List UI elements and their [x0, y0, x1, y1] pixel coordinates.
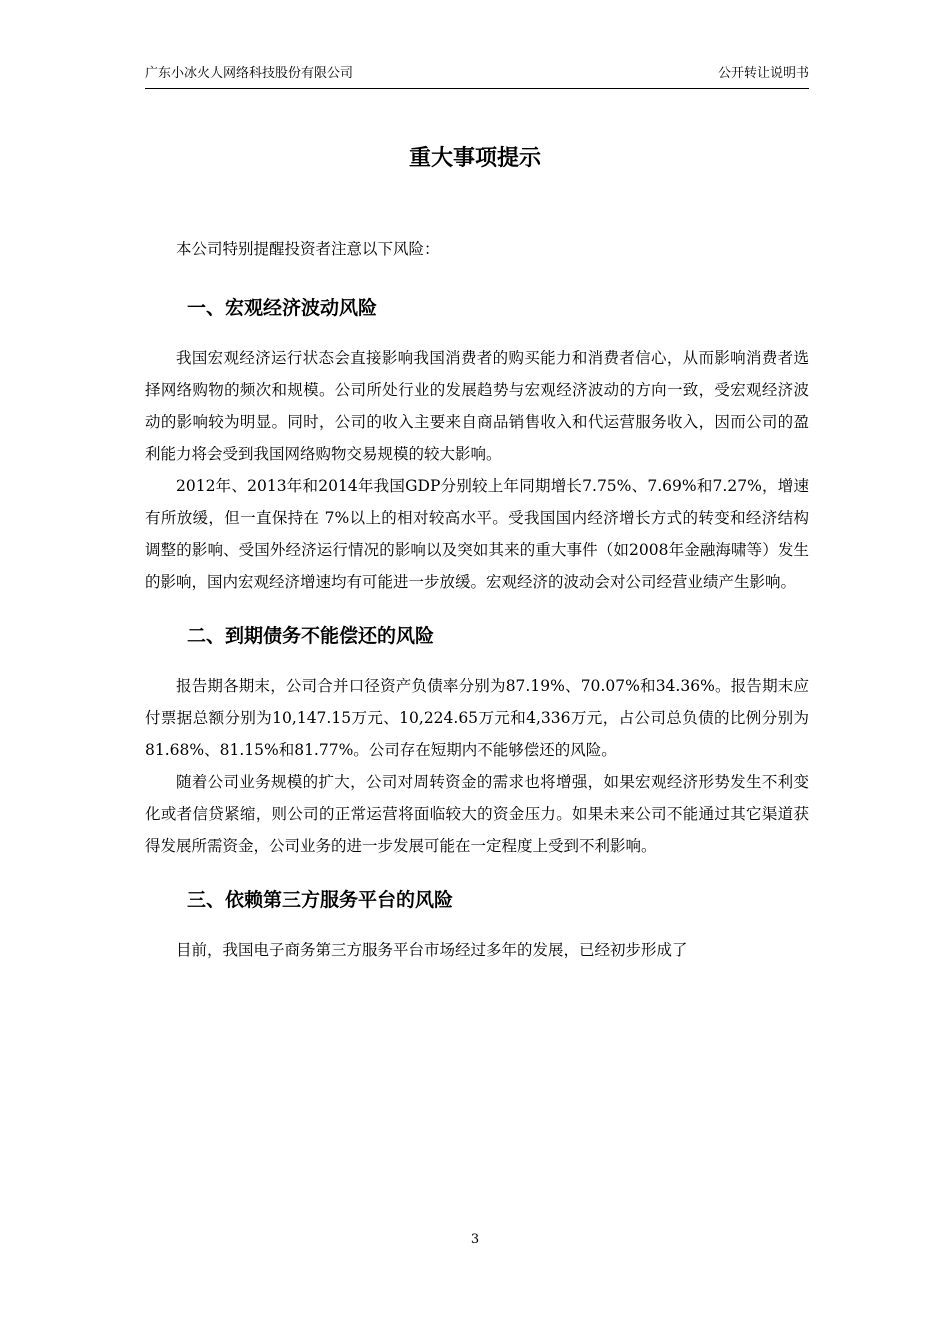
- header-company-name: 广东小冰火人网络科技股份有限公司: [145, 66, 354, 81]
- body-paragraph: 我国宏观经济运行状态会直接影响我国消费者的购买能力和消费者信心，从而影响消费者选择网络购物的频次和规模。公司所处行业的发展趋势与宏观经济波动的方向一致，受宏观经济波动的影响较为明显。同时，公司的收入主要来自商品销售收入和代运营服务收入，因而公司的盈利能力将会受到我国网络购物交易规模的较大影响。: [145, 349, 809, 463]
- body-paragraph: 报告期各期末，公司合并口径资产负债率分别为87.19%、70.07%和34.36%。报告期末应付票据总额分别为10,147.15万元、10,224.65万元和4,336万元，占公司总负债的比例分别为81.68%、81.15%和81.77%。公司存在短期内不能够偿还的风险。: [145, 677, 809, 759]
- body-paragraph: 目前，我国电子商务第三方服务平台市场经过多年的发展，已经初步形成了: [176, 941, 688, 959]
- page-number: 3: [470, 1232, 480, 1247]
- document-body: [145, 233, 809, 966]
- section-macro-risk: [145, 292, 809, 598]
- section-heading: 一、宏观经济波动风险: [187, 297, 378, 319]
- page-header: [145, 66, 809, 89]
- section-heading: 三、依赖第三方服务平台的风险: [187, 889, 454, 911]
- body-paragraph: 随着公司业务规模的扩大，公司对周转资金的需求也将增强，如果宏观经济形势发生不利变化或者信贷紧缩，则公司的正常运营将面临较大的资金压力。如果未来公司不能通过其它渠道获得发展所需资金，公司业务的进一步发展可能在一定程度上受到不利影响。: [145, 773, 809, 855]
- section-heading: 二、到期债务不能偿还的风险: [187, 625, 435, 647]
- section-platform-risk: [145, 884, 809, 966]
- intro-paragraph: 本公司特别提醒投资者注意以下风险：: [176, 240, 440, 258]
- section-debt-risk: [145, 620, 809, 862]
- header-document-type: 公开转让说明书: [717, 66, 809, 81]
- body-paragraph: 2012年、2013年和2014年我国GDP分别较上年同期增长7.75%、7.69%和7.27%，增速有所放缓，但一直保持在 7%以上的相对较高水平。受我国国内经济增长方式的转变和经济结构调整的影响、受国外经济运行情况的影响以及突如其来的重大事件（如2008年金融海啸等）发生的影响，国内宏观经济增速均有可能进一步放缓。宏观经济的波动会对公司经营业绩产生影响。: [145, 477, 809, 591]
- page-title: 重大事项提示: [408, 145, 541, 171]
